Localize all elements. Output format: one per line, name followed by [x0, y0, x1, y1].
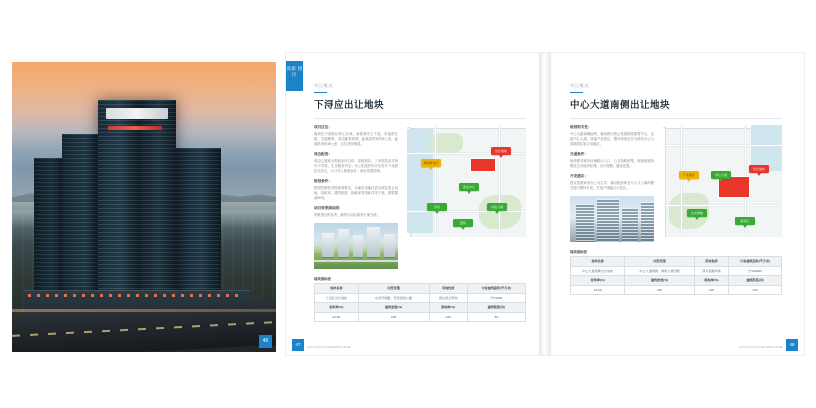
table-cell: 下浔应出让地块	[315, 293, 359, 303]
section-heading: 规划相关性：	[570, 125, 592, 129]
right-page-content	[570, 83, 782, 295]
map-pin[interactable]: 产业园区	[679, 171, 699, 179]
table-cell: ≤2.50	[315, 312, 359, 322]
left-map-column	[407, 125, 526, 269]
right-page-number: 48	[786, 339, 798, 351]
right-text-column	[570, 125, 654, 242]
section-body: 地块紧邻城市快速路出入口，公交线路密集，规划地铁线路经过本地块东侧，出行便捷，通达性强。	[570, 158, 654, 168]
map-pin[interactable]: 市政公园	[487, 203, 507, 211]
left-page-footer: HIGH-TECH ZONE BROCHURE	[307, 345, 351, 349]
photo-page-number: 46	[259, 335, 272, 348]
book-page-right	[548, 53, 804, 355]
left-columns	[314, 125, 526, 269]
table-cell: 中心大道南侧、城南大道西侧	[625, 266, 694, 276]
table-header: 绿地率(%)	[694, 276, 729, 286]
table-row	[315, 312, 526, 322]
rendering-building	[338, 229, 349, 257]
table-cell: 约126000	[729, 266, 782, 276]
parcel-spec-table	[570, 256, 782, 295]
table-header: 绿地率(%)	[429, 303, 467, 313]
photo-building	[597, 199, 619, 242]
location-map[interactable]	[663, 125, 782, 237]
left-text-column	[314, 125, 398, 269]
left-kicker: 项目概况	[314, 83, 334, 88]
table-cell: 80	[467, 312, 525, 322]
section-body: 按照控制性详细规划要求，本地块用地性质为商住混合用地，容积率、建筑密度、绿地率等指标详见下表，建筑限高80米。	[314, 185, 398, 201]
rendering-building	[367, 227, 380, 257]
map-pin[interactable]: 规划居住区	[421, 159, 441, 167]
location-map[interactable]	[407, 125, 526, 237]
table-row	[315, 293, 526, 303]
section-body: 周边已建成大型商业综合体、星级酒店、三甲医院及多所中小学校，生活配套齐全；5公里范围内分布有多个成熟住宅社区，人口导入基础良好，商业氛围浓厚。	[314, 158, 398, 174]
book-page-left	[286, 53, 542, 355]
table-cell: ≥25	[694, 285, 729, 295]
cover-photo-page	[12, 62, 276, 352]
table-cell: ≤35	[625, 285, 694, 295]
table-header: 容积率(%)	[571, 276, 625, 286]
map-pin[interactable]: 出让地块	[749, 165, 769, 173]
map-parcel-highlight	[719, 177, 749, 197]
photo-building	[622, 208, 638, 242]
section-body: 地块位于高新区核心区域，南临城市主干道，东接滨江路，交通便利，周边配套成熟，距离高铁站约8公里，距离机场约35公里，区位优势明显。	[314, 131, 398, 146]
title-divider	[570, 118, 782, 119]
table-cell: 100	[729, 285, 782, 295]
map-parcel-highlight	[471, 159, 495, 171]
table-cell: ≤3.00	[571, 285, 625, 295]
table-cell: ≤30	[358, 312, 429, 322]
table-header: 建筑限高(米)	[467, 303, 525, 313]
book-gutter	[539, 53, 551, 355]
table-cell: 东至环城路、西至滨波公路	[358, 293, 429, 303]
rendering-building	[353, 235, 363, 257]
table-label: 地块指标表	[570, 249, 587, 254]
table-cell: ≥30	[429, 312, 467, 322]
map-road	[499, 125, 500, 237]
table-header: 建筑密度(%)	[625, 276, 694, 286]
table-header: 建筑限高(米)	[729, 276, 782, 286]
map-pin[interactable]: 医院	[453, 219, 473, 227]
site-photo	[570, 196, 654, 242]
table-label: 地块指标表	[314, 277, 331, 282]
table-header: 用地性质	[429, 284, 467, 294]
table-row	[571, 276, 782, 286]
table-row	[571, 266, 782, 276]
map-pin[interactable]: 出让地块	[491, 147, 511, 155]
photo-building	[576, 204, 594, 242]
kicker-rule	[314, 92, 327, 93]
section-body: 中心大道南侧地块，属高新区核心发展轴线重要节点，北临中心大道，西接产业园区，整体规划定位为商务办公与高端居住复合功能区。	[570, 131, 654, 146]
section-heading: 规划条件：	[314, 179, 332, 184]
right-page-footer: HIGH-TECH ZONE BROCHURE	[739, 345, 783, 349]
table-cell: 约72000	[467, 293, 525, 303]
table-header: 四至范围	[358, 284, 429, 294]
map-pin[interactable]: 中心大道	[711, 171, 731, 179]
table-header: 四至范围	[625, 256, 694, 266]
map-road	[407, 211, 526, 212]
map-road	[435, 125, 436, 237]
road-streetlights	[12, 309, 276, 312]
left-page-content	[314, 83, 526, 322]
map-pin[interactable]: 商业中心	[459, 183, 479, 191]
right-kicker: 项目概况	[570, 83, 590, 88]
table-row	[315, 284, 526, 294]
section-heading: 交通条件：	[570, 152, 588, 157]
table-header: 容积率(%)	[315, 303, 359, 313]
section-heading: 周边配套：	[314, 152, 332, 157]
map-pin[interactable]: 生态绿轴	[687, 209, 707, 217]
section-heading: 项目效果图说明：	[314, 206, 343, 211]
table-cell: 中心大道南侧出让地块	[571, 266, 625, 276]
section-body: 效果图仅供参考，最终以实际规划方案为准。	[314, 212, 380, 217]
map-road	[681, 125, 682, 237]
rendering-building	[384, 234, 395, 257]
project-rendering-image	[314, 223, 398, 269]
map-pin[interactable]: 商务区	[735, 217, 755, 225]
table-header: 建筑密度(%)	[358, 303, 429, 313]
table-header: 计容建筑面积(平方米)	[467, 284, 525, 294]
open-book	[286, 53, 804, 355]
left-page-number: 47	[292, 339, 304, 351]
rendering-building	[322, 233, 334, 257]
table-row	[315, 303, 526, 313]
table-cell: 商住混合用地	[429, 293, 467, 303]
table-row	[571, 285, 782, 295]
main-tower	[98, 100, 176, 318]
kicker-rule	[570, 92, 583, 93]
right-columns	[570, 125, 782, 242]
right-page-title: 中心大道南侧出让地块	[570, 100, 671, 111]
section-heading: 开发建议：	[570, 174, 588, 179]
left-page-title: 下浔应出让地块	[314, 100, 385, 111]
right-map-column	[663, 125, 782, 242]
section-body: 建议按照商务办公为主导、辅以配套商业与人才公寓的模式进行整体开发，打造产城融合示范区。	[570, 180, 654, 190]
table-row	[571, 256, 782, 266]
table-header: 计容建筑面积(平方米)	[729, 256, 782, 266]
table-cell: 商务金融用地	[694, 266, 729, 276]
podium-light-strip	[28, 294, 242, 297]
parcel-spec-table	[314, 283, 526, 322]
title-divider	[314, 118, 526, 119]
city-skyline-photo	[12, 62, 276, 352]
map-pin[interactable]: 学校	[427, 203, 447, 211]
map-road	[407, 125, 526, 128]
section-heading: 项目区位：	[314, 125, 332, 129]
table-header: 地块名称	[571, 256, 625, 266]
section-index-tab[interactable]: 高新 园区	[286, 61, 303, 91]
rendering-path	[314, 260, 398, 262]
table-header: 用地性质	[694, 256, 729, 266]
table-header: 地块名称	[315, 284, 359, 294]
photo-building	[641, 202, 654, 242]
